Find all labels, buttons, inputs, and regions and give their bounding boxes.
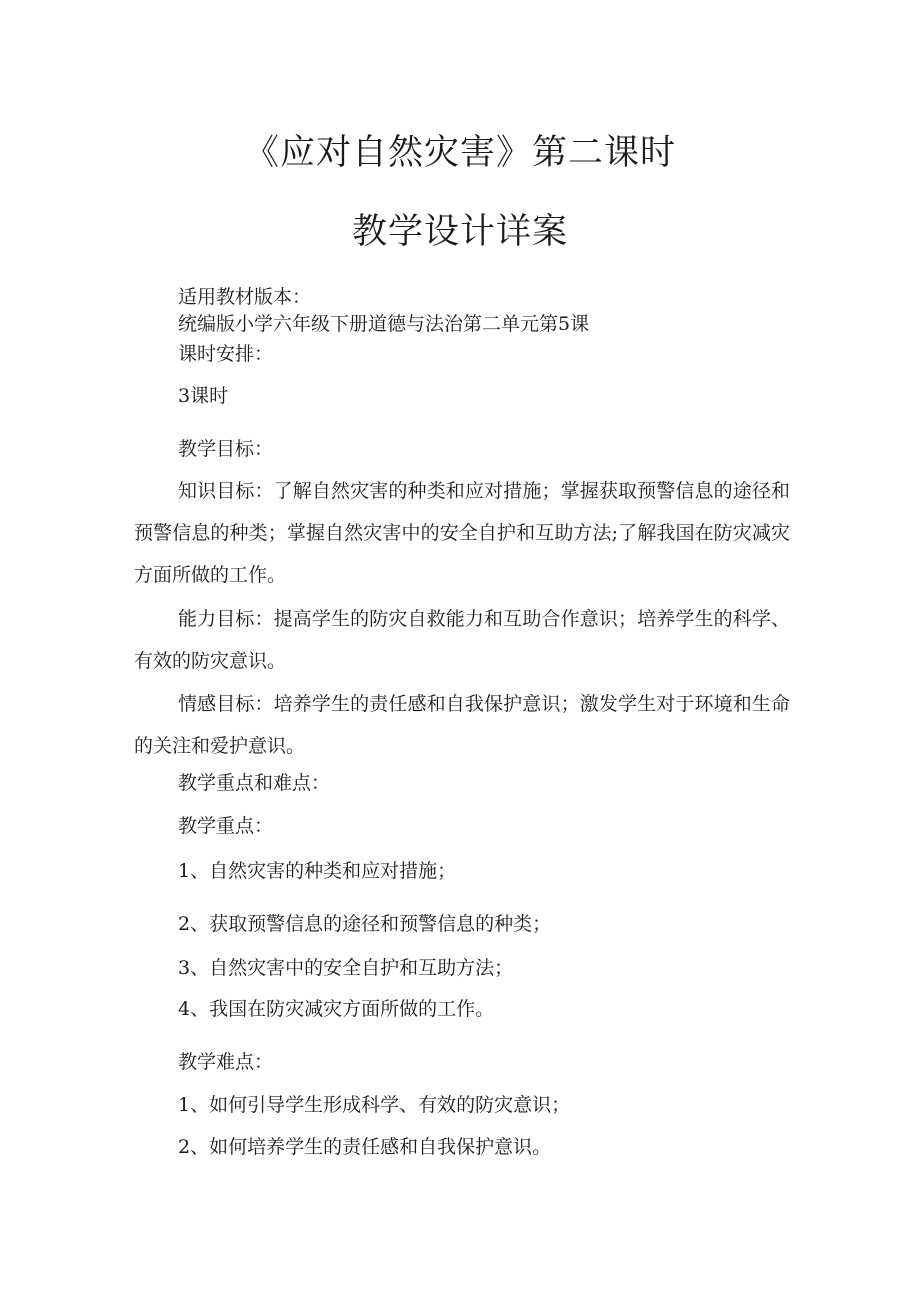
difficulty-item: 2、如何培养学生的责任感和自我保护意识。 (178, 1136, 552, 1158)
emotion-objective: 情感目标：培养学生的责任感和自我保护意识；激发学生对于环境和生命的关注和爱护意识。 (134, 693, 790, 757)
focus-item: 3、自然灾害中的安全自护和互助方法； (178, 957, 514, 979)
objectives-heading: 教学目标： (178, 438, 274, 460)
focus-item: 4、我国在防灾减灾方面所做的工作。 (178, 998, 495, 1020)
ability-objective: 能力目标：提高学生的防灾自救能力和互助合作意识；培养学生的科学、有效的防灾意识。 (134, 608, 790, 672)
document-subtitle: 教学设计详案 (351, 212, 568, 252)
hours-value: 3课时 (178, 385, 229, 407)
edition-value: 统编版小学六年级下册道德与法治第二单元第5课 (178, 313, 590, 335)
document-title: 《应对自然灾害》第二课时 (243, 133, 676, 173)
edition-label: 适用教材版本： (178, 286, 312, 308)
difficulty-item: 1、如何引导学生形成科学、有效的防灾意识； (178, 1094, 571, 1116)
focus-heading: 教学重点： (178, 815, 274, 837)
key-points-heading: 教学重点和难点： (178, 772, 331, 794)
focus-item: 1、自然灾害的种类和应对措施； (178, 860, 457, 882)
difficulty-heading: 教学难点： (178, 1051, 274, 1073)
hours-label: 课时安排： (178, 343, 274, 365)
focus-item: 2、获取预警信息的途径和预警信息的种类； (178, 913, 552, 935)
knowledge-objective: 知识目标：了解自然灾害的种类和应对措施；掌握获取预警信息的途径和预警信息的种类；掌握自然灾害中的安全自护和互助方法;了解我国在防灾减灾方面所做的工作。 (134, 480, 790, 586)
